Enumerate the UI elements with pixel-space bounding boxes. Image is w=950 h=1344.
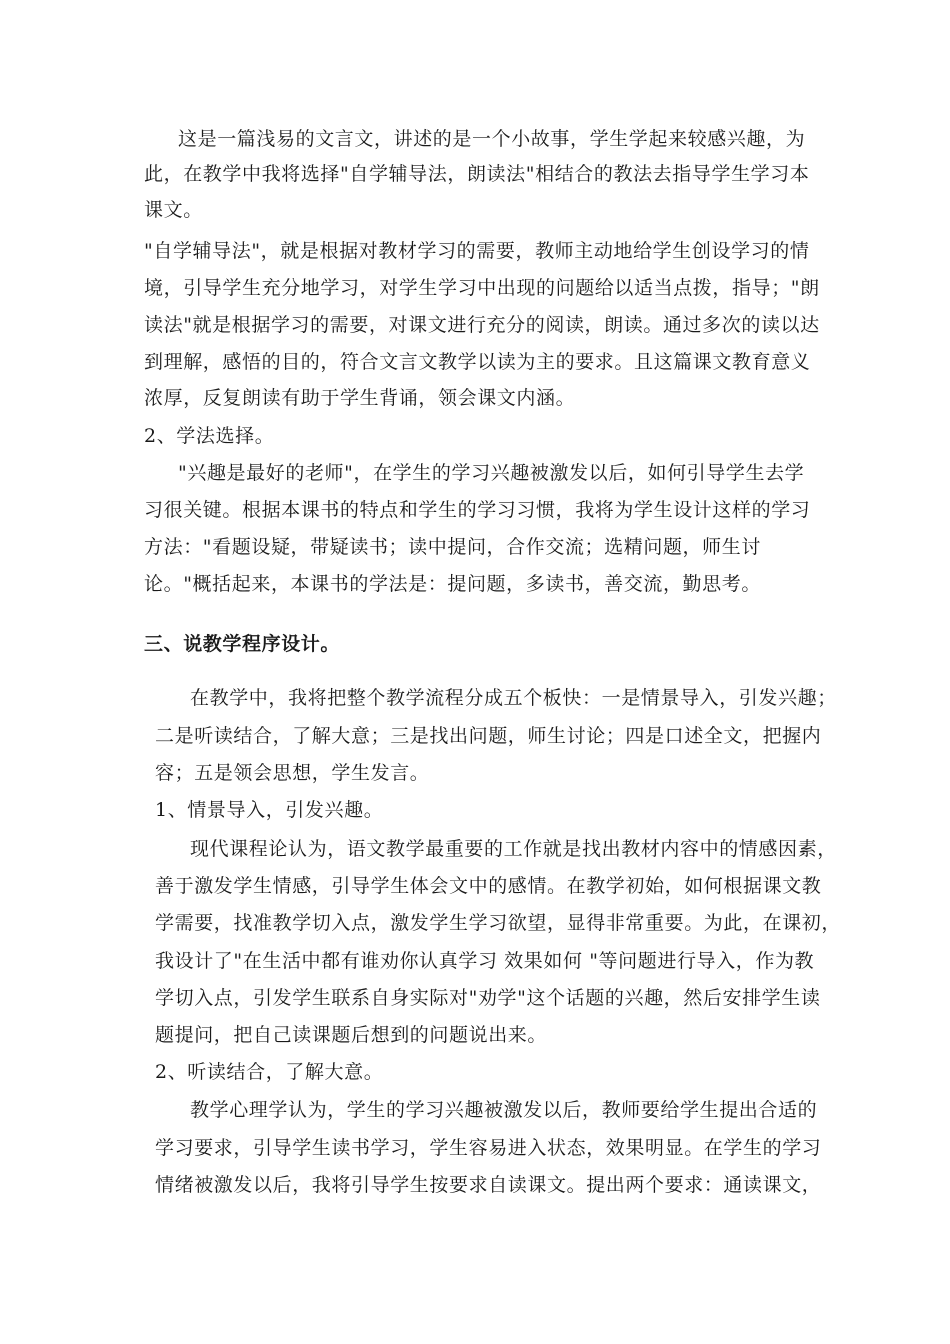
- paragraph-line: 这是一篇浅易的文言文，讲述的是一个小故事，学生学起来较感兴趣，为: [178, 128, 806, 150]
- paragraph-line: 浓厚，反复朗读有助于学生背诵，领会课文内涵。: [144, 387, 576, 409]
- section-heading: 三、说教学程序设计。: [144, 633, 341, 655]
- paragraph-line: 学习要求，引导学生读书学习，学生容易进入状态，效果明显。在学生的学习: [155, 1137, 822, 1159]
- subsection-heading: 2、听读结合，了解大意。: [155, 1061, 384, 1083]
- paragraph-line: 我设计了"在生活中都有谁劝你认真学习 效果如何 "等问题进行导入，作为教: [155, 950, 815, 972]
- paragraph-line: "自学辅导法"，就是根据对教材学习的需要，教师主动地给学生创设学习的情: [144, 240, 810, 262]
- paragraph-line: 习很关键。根据本课书的特点和学生的学习习惯，我将为学生设计这样的学习: [144, 499, 811, 521]
- paragraph-line: 二是听读结合，了解大意；三是找出问题，师生讨论；四是口述全文，把握内: [155, 725, 822, 747]
- paragraph-line: 论。"概括起来，本课书的学法是：提问题，多读书，善交流，勤思考。: [144, 573, 761, 595]
- paragraph-line: 容；五是领会思想，学生发言。: [155, 762, 430, 784]
- subsection-heading: 2、学法选择。: [144, 425, 275, 447]
- paragraph-line: 情绪被激发以后，我将引导学生按要求自读课文。提出两个要求：通读课文，: [155, 1174, 822, 1196]
- paragraph-line: 境，引导学生充分地学习，对学生学习中出现的问题给以适当点拨，指导；"朗: [144, 277, 820, 299]
- paragraph-line: 题提问，把自己读课题后想到的问题说出来。: [155, 1024, 548, 1046]
- paragraph-line: 到理解，感悟的目的，符合文言文教学以读为主的要求。且这篇课文教育意义: [144, 351, 811, 373]
- paragraph-line: 善于激发学生情感，引导学生体会文中的感情。在教学初始，如何根据课文教: [155, 875, 822, 897]
- paragraph-line: 读法"就是根据学习的需要，对课文进行充分的阅读，朗读。通过多次的读以达: [144, 314, 820, 336]
- paragraph-line: "兴趣是最好的老师"，在学生的学习兴趣被激发以后，如何引导学生去学: [178, 462, 805, 484]
- paragraph-line: 学需要，找准教学切入点，激发学生学习欲望，显得非常重要。为此，在课初，: [155, 912, 842, 934]
- paragraph-line: 学切入点，引发学生联系自身实际对"劝学"这个话题的兴趣，然后安排学生读: [155, 987, 821, 1009]
- paragraph-line: 现代课程论认为，语文教学最重要的工作就是找出教材内容中的情感因素，: [190, 838, 837, 860]
- paragraph-line: 在教学中，我将把整个教学流程分成五个板快：一是情景导入，引发兴趣；: [190, 687, 837, 709]
- paragraph-line: 此，在教学中我将选择"自学辅导法，朗读法"相结合的教法去指导学生学习本: [144, 163, 810, 185]
- subsection-heading: 1、情景导入，引发兴趣。: [155, 799, 384, 821]
- paragraph-line: 课文。: [144, 199, 203, 221]
- paragraph-line: 教学心理学认为，学生的学习兴趣被激发以后，教师要给学生提出合适的: [190, 1099, 818, 1121]
- paragraph-line: 方法："看题设疑，带疑读书；读中提问，合作交流；选精问题，师生讨: [144, 536, 761, 558]
